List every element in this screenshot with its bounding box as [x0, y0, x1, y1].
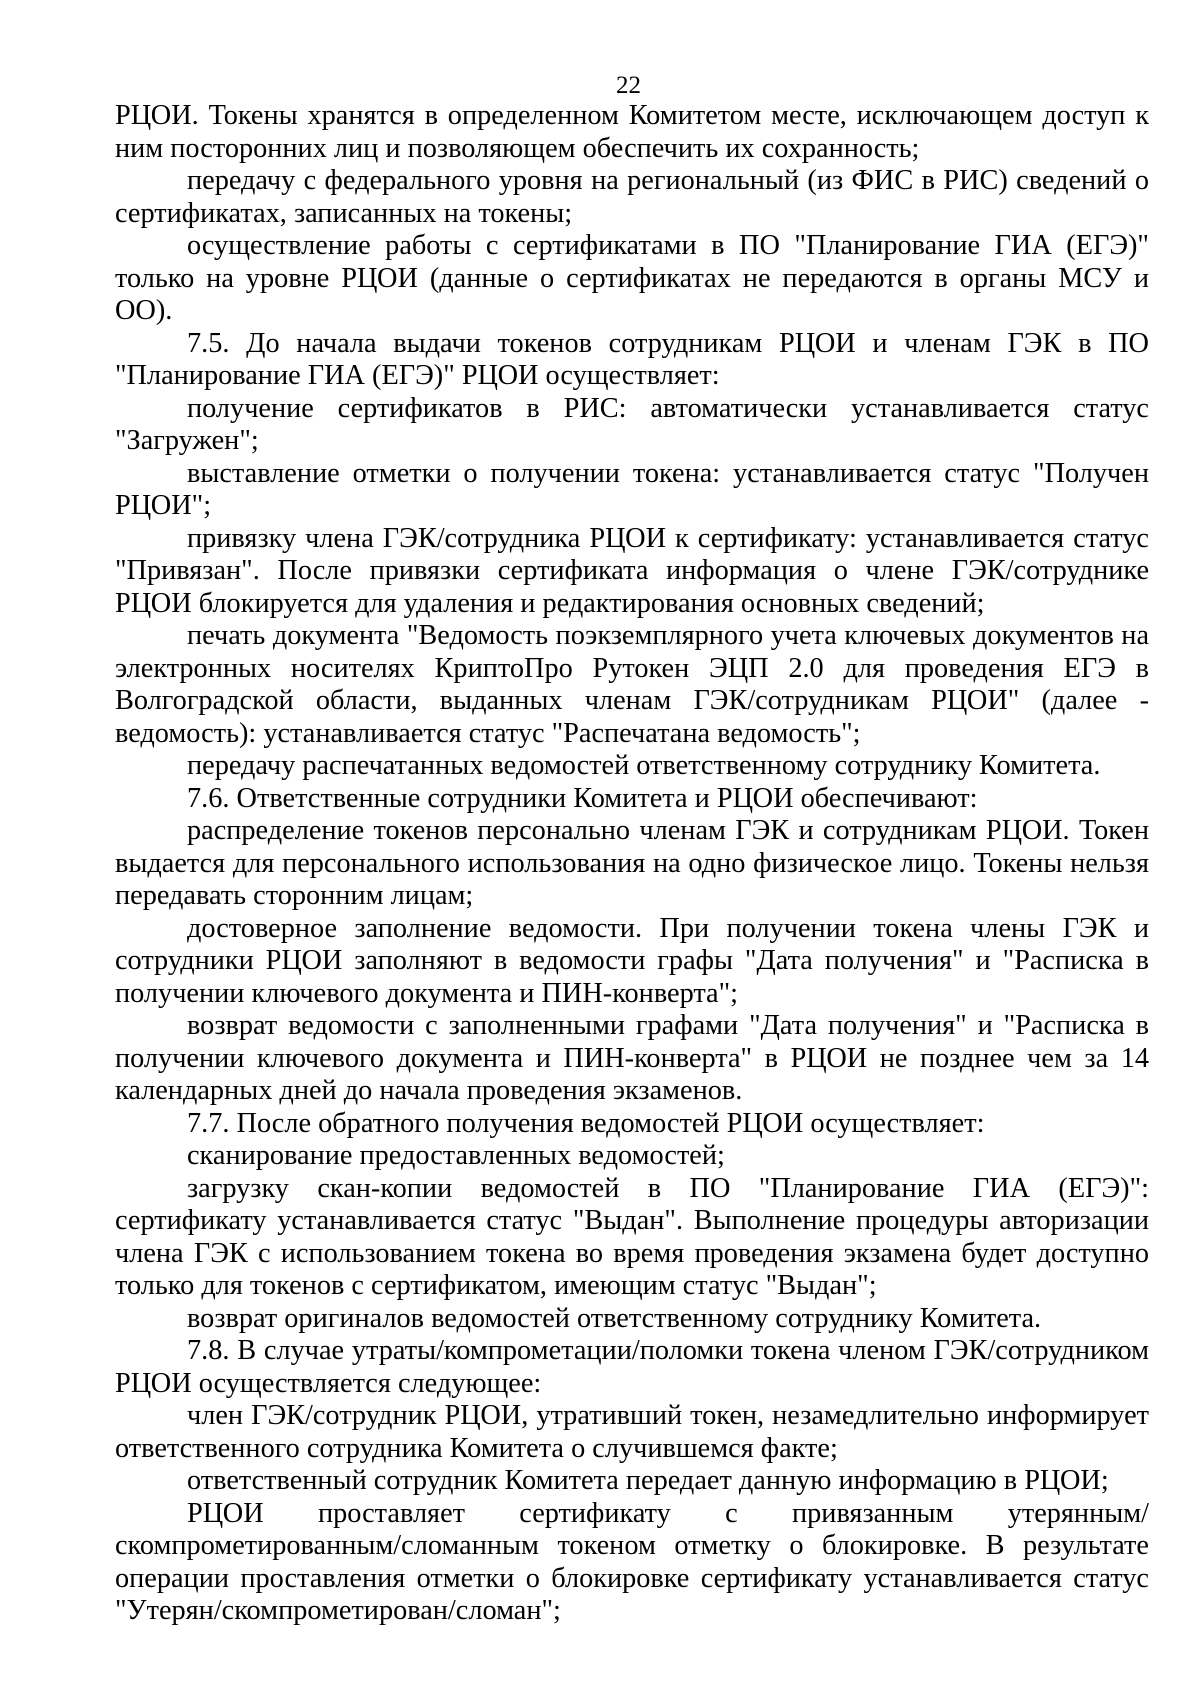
- paragraph-transfer-registers: передачу распечатанных ведомостей ответственному сотруднику Комитета.: [187, 750, 1101, 781]
- paragraph-print-register: печать документа "Ведомость поэкземплярного учета ключевых документов на электронных носителях КриптоПро Рутокен ЭЦП 2.0 для проведения ЕГЭ в Волгоградской области, выданных членам ГЭК/сотрудникам РЦОИ" (далее - ведомость): устанавливается статус "Распечатана ведомость";: [115, 620, 1149, 749]
- page-number: 22: [616, 72, 641, 99]
- document-body: [115, 100, 1149, 1628]
- paragraph-status-received: выставление отметки о получении токена: устанавливается статус "Получен РЦОИ";: [115, 457, 1149, 521]
- paragraph-federal-transfer: передачу с федерального уровня на региональный (из ФИС в РИС) сведений о сертификатах, записанных на токены;: [115, 165, 1149, 229]
- paragraph-status-loaded: получение сертификатов в РИС: автоматически устанавливается статус "Загружен";: [115, 392, 1149, 456]
- paragraph-register-filling: достоверное заполнение ведомости. При получении токена члены ГЭК и сотрудники РЦОИ заполняют в ведомости графы "Дата получения" и "Расписка в получении ключевого документа и ПИН-конверта";: [115, 912, 1149, 1009]
- paragraph-info-transfer: ответственный сотрудник Комитета передает данную информацию в РЦОИ;: [187, 1465, 1109, 1496]
- paragraph-section-7-8: 7.8. В случае утраты/компрометации/поломки токена членом ГЭК/сотрудником РЦОИ осуществляется следующее:: [115, 1335, 1149, 1399]
- paragraph-originals-return: возврат оригиналов ведомостей ответственному сотруднику Комитета.: [187, 1302, 1042, 1334]
- paragraph-rcoi-only: осуществление работы с сертификатами в ПО "Планирование ГИА (ЕГЭ)" только на уровне РЦОИ (данные о сертификатах не передаются в органы МСУ и ОО).: [115, 230, 1149, 326]
- paragraph-section-7-7: 7.7. После обратного получения ведомостей РЦОИ осуществляет:: [187, 1107, 985, 1139]
- paragraph-loss-report: член ГЭК/сотрудник РЦОИ, утративший токен, незамедлительно информирует ответственного сотрудника Комитета о случившемся факте;: [115, 1400, 1149, 1464]
- paragraph-token-storage: РЦОИ. Токены хранятся в определенном Комитетом месте, исключающем доступ к ним посторонних лиц и позволяющем обеспечить их сохранность;: [115, 100, 1149, 164]
- paragraph-section-7-6: 7.6. Ответственные сотрудники Комитета и РЦОИ обеспечивают:: [187, 782, 978, 814]
- paragraph-token-distribution: распределение токенов персонально членам ГЭК и сотрудникам РЦОИ. Токен выдается для персонального использования на одно физическое лицо. Токены нельзя передавать сторонним лицам;: [115, 815, 1149, 911]
- paragraph-scan-upload: загрузку скан-копии ведомостей в ПО "Планирование ГИА (ЕГЭ)": сертификату устанавливается статус "Выдан". Выполнение процедуры авторизации члена ГЭК с использованием токена во время проведения экзамена будет доступно только для токенов с сертификатом, имеющим статус "Выдан";: [115, 1172, 1149, 1301]
- paragraph-scanning: сканирование предоставленных ведомостей;: [187, 1140, 725, 1171]
- paragraph-section-7-5: 7.5. До начала выдачи токенов сотрудникам РЦОИ и членам ГЭК в ПО "Планирование ГИА (ЕГЭ)" РЦОИ осуществляет:: [115, 327, 1149, 391]
- paragraph-register-return: возврат ведомости с заполненными графами "Дата получения" и "Расписка в получении ключевого документа и ПИН-конверта" в РЦОИ не позднее чем за 14 календарных дней до начала проведения экзаменов.: [115, 1010, 1149, 1106]
- paragraph-blocking-mark: РЦОИ проставляет сертификату с привязанным утерянным/скомпрометированным/сломанным токеном отметку о блокировке. В результате операции проставления отметки о блокировке сертификату устанавливается статус "Утерян/скомпрометирован/сломан";: [115, 1497, 1149, 1626]
- paragraph-status-bound: привязку члена ГЭК/сотрудника РЦОИ к сертификату: устанавливается статус "Привязан". После привязки сертификата информация о члене ГЭК/сотруднике РЦОИ блокируется для удаления и редактирования основных сведений;: [115, 522, 1149, 619]
